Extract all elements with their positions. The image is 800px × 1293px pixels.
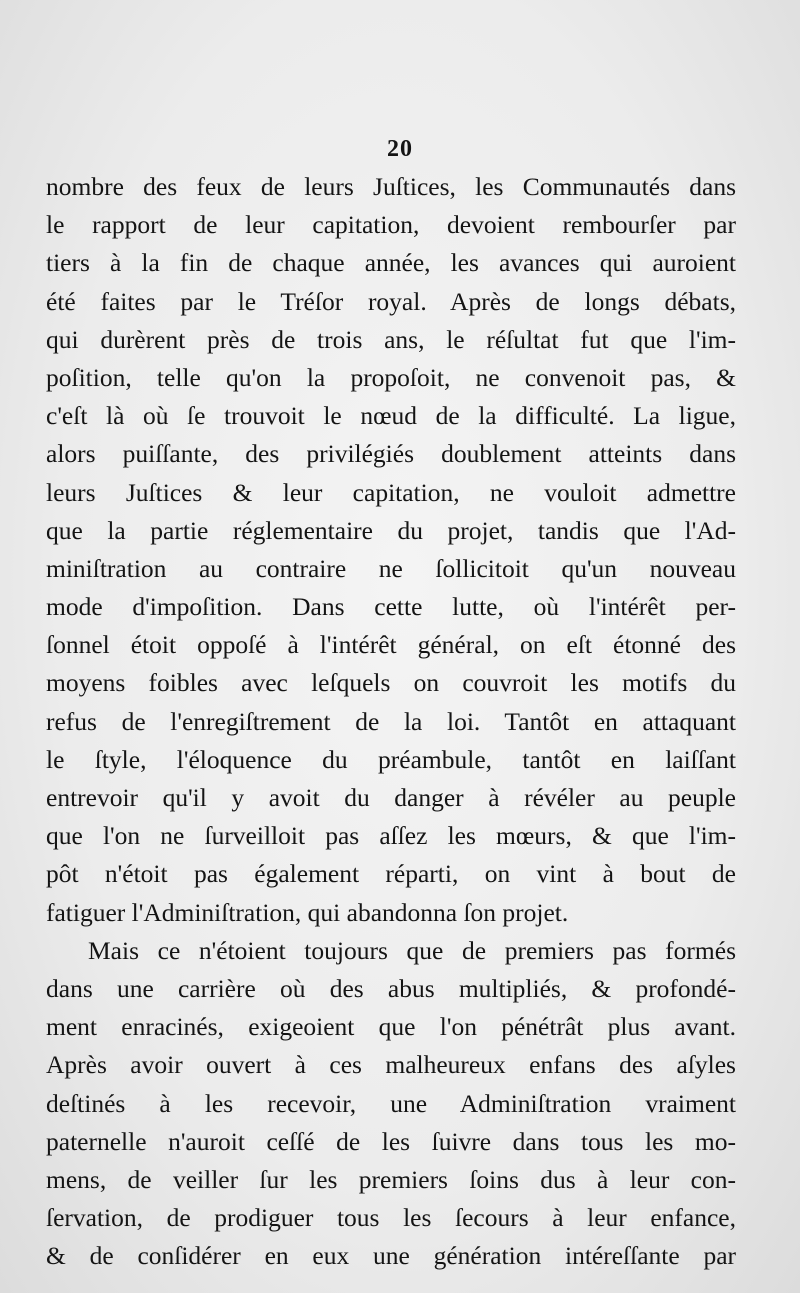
text-line: paternelle n'auroit ceſſé de les ſuivre dans tous les mo- [46,1126,736,1156]
text-line: leurs Juſtices & leur capitation, ne vouloit admettre [46,477,736,507]
text-line: & de conſidérer en eux une génération intéreſſante par [46,1241,736,1271]
text-line: refus de l'enregiſtrement de la loi. Tantôt en attaquant [46,706,736,736]
text-line: qui durèrent près de trois ans, le réſultat fut que l'im- [46,324,736,354]
body-text [46,168,736,1275]
text-line: c'eſt là où ſe trouvoit le nœud de la difficulté. La ligue, [46,401,736,431]
text-line: pôt n'étoit pas également réparti, on vint à bout de [46,859,736,889]
text-line: fatiguer l'Adminiſtration, qui abandonna ſon projet. [46,897,569,927]
text-line: que l'on ne ſurveilloit pas aſſez les mœurs, & que l'im- [46,821,736,851]
text-line: entrevoir qu'il y avoit du danger à révéler au peuple [46,783,736,812]
text-line: été faites par le Tréſor royal. Après de longs débats, [46,286,736,316]
text-line: Après avoir ouvert à ces malheureux enfans des aſyles [46,1050,736,1080]
text-line: nombre des feux de leurs Juſtices, les Communautés dans [46,172,736,201]
text-line: moyens foibles avec leſquels on couvroit les motifs du [46,668,736,698]
text-line: dans une carrière où des abus multipliés, & profondé- [46,973,736,1003]
text-line: mode d'impoſition. Dans cette lutte, où l'intérêt per- [46,592,736,622]
text-line: que la partie réglementaire du projet, tandis que l'Ad- [46,515,736,545]
text-line: alors puiſſante, des privilégiés doublement atteints dans [46,439,736,469]
text-line: tiers à la fin de chaque année, les avances qui auroient [46,248,736,278]
text-line: poſition, telle qu'on la propoſoit, ne convenoit pas, & [46,362,736,392]
text-line: Mais ce n'étoient toujours que de premiers pas formés [88,935,736,965]
text-line: mens, de veiller ſur les premiers ſoins dus à leur con- [46,1164,736,1194]
text-line: ſervation, de prodiguer tous les ſecours à leur enfance, [46,1203,736,1233]
text-line: le rapport de leur capitation, devoient rembourſer par [46,210,736,240]
text-line: deſtinés à les recevoir, une Adminiſtration vraiment [46,1088,736,1118]
text-line: ſonnel étoit oppoſé à l'intérêt général, on eſt étonné des [46,630,736,660]
page-number: 20 [387,136,413,162]
text-line: miniſtration au contraire ne ſollicitoit qu'un nouveau [46,553,736,583]
text-line: le ſtyle, l'éloquence du préambule, tantôt en laiſſant [46,744,736,774]
text-line: ment enracinés, exigeoient que l'on pénétrât plus avant. [46,1012,736,1042]
